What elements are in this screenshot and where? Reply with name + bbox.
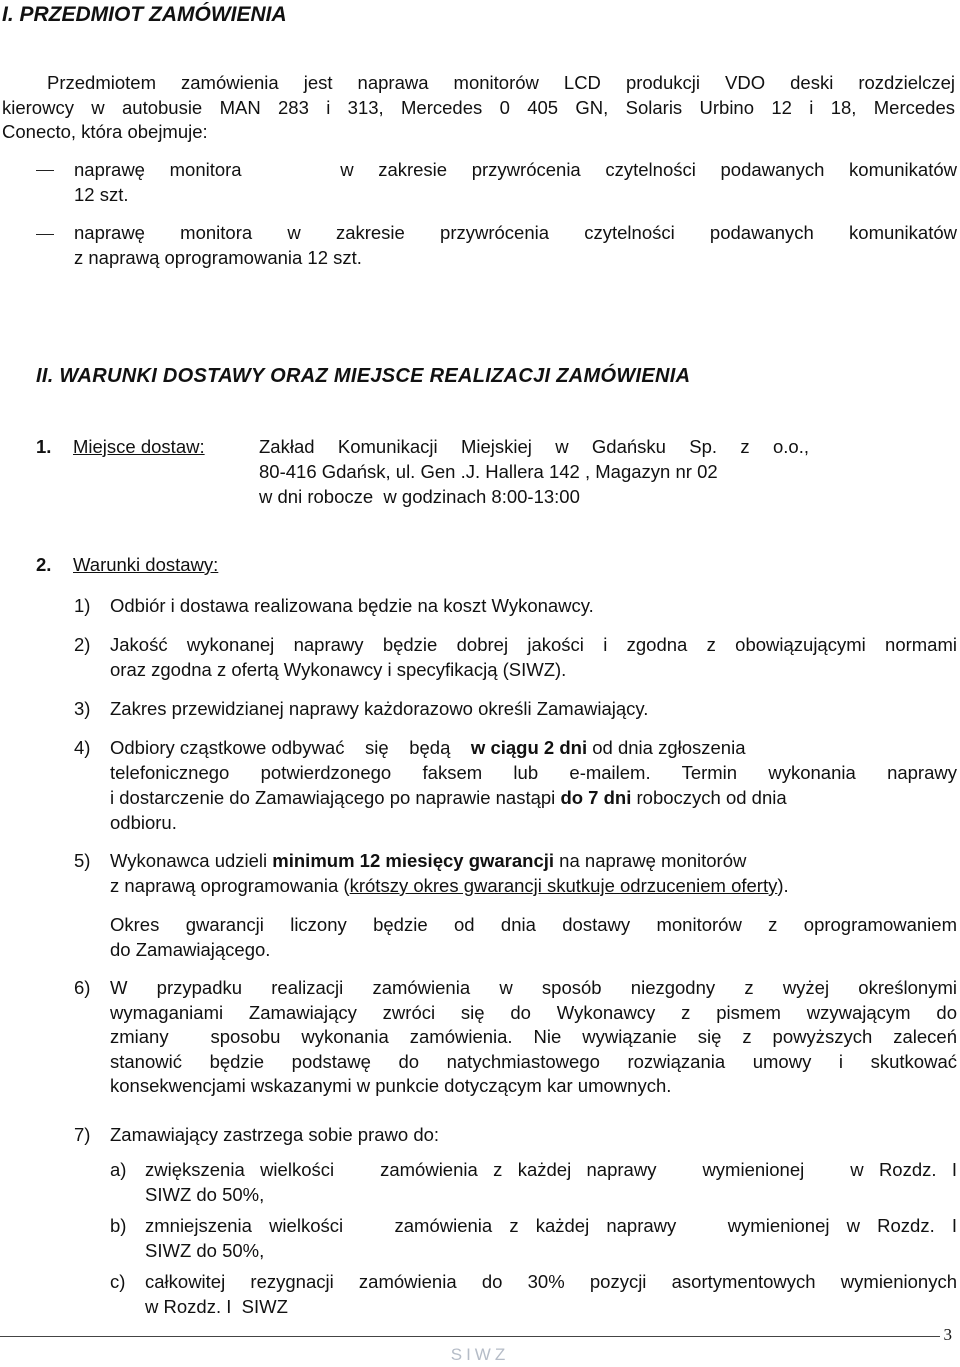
point-4-line-2: telefonicznego potwierdzonego faksem lub e-mailem. Termin wykonania naprawy bbox=[110, 762, 957, 783]
bullet-2-line-1: naprawę monitora w zakresie przywrócenia czytelności podawanych komunikatów bbox=[74, 222, 957, 243]
dash-bullet-icon bbox=[36, 170, 54, 171]
bullet-1-line-2: 12 szt. bbox=[74, 184, 129, 205]
point-6-line-5: konsekwencjami wskazanymi w punkcie dotyczącym kar umownych. bbox=[110, 1075, 672, 1096]
warranty-period-line-2: do Zamawiającego. bbox=[110, 939, 271, 960]
point-4-line-1: Odbiory cząstkowe odbywać się będą w ciągu 2 dni od dnia zgłoszenia bbox=[110, 737, 746, 758]
point-4-line-3: i dostarczenie do Zamawiającego po naprawie nastąpi do 7 dni roboczych od dnia bbox=[110, 787, 787, 808]
sub-a-line-1: zwiększenia wielkości zamówienia z każdej naprawy wymienionej w Rozdz. I bbox=[145, 1159, 957, 1180]
sub-letter: c) bbox=[110, 1271, 126, 1292]
deadline-2-days: w ciągu 2 dni bbox=[470, 737, 588, 758]
point-number: 1) bbox=[74, 595, 91, 616]
sub-letter: b) bbox=[110, 1215, 127, 1236]
delivery-address-line-1: Zakład Komunikacji Miejskiej w Gdańsku Sp. z o.o., bbox=[259, 436, 809, 457]
sub-c-line-2: w Rozdz. I SIWZ bbox=[145, 1296, 288, 1317]
bullet-1-line-1: naprawę monitora w zakresie przywrócenia czytelności podawanych komunikatów bbox=[74, 159, 957, 180]
point-2-line-1: Jakość wykonanej naprawy będzie dobrej jakości i zgodna z obowiązującymi normami bbox=[110, 634, 957, 655]
delivery-hours: w dni robocze w godzinach 8:00-13:00 bbox=[259, 486, 580, 507]
point-number: 5) bbox=[74, 850, 91, 871]
point-number: 3) bbox=[74, 698, 91, 719]
delivery-address-line-2: 80-416 Gdańsk, ul. Gen .J. Hallera 142 , Magazyn nr 02 bbox=[259, 461, 718, 482]
sub-b-line-1: zmniejszenia wielkości zamówienia z każdej naprawy wymienionej w Rozdz. I bbox=[145, 1215, 957, 1236]
item-1-number: 1. bbox=[36, 436, 52, 457]
point-5-line-2: z naprawą oprogramowania (krótszy okres gwarancji skutkuje odrzuceniem oferty). bbox=[110, 875, 789, 896]
item-2-label: Warunki dostawy: bbox=[73, 554, 219, 575]
point-6-line-3: zmiany sposobu wykonania zamówienia. Nie wywiązanie się z powyższych zaleceń bbox=[110, 1026, 957, 1047]
footer-text: SIWZ bbox=[450, 1345, 510, 1364]
section-1-title: I. PRZEDMIOT ZAMÓWIENIA bbox=[2, 3, 287, 26]
footer-separator bbox=[0, 1336, 940, 1337]
intro-line-2: kierowcy w autobusie MAN 283 i 313, Mercedes 0 405 GN, Solaris Urbino 12 i 18, Mercedes bbox=[2, 97, 955, 118]
point-6-line-1: W przypadku realizacji zamówienia w sposób niezgodny z wyżej określonymi bbox=[110, 977, 957, 998]
point-number: 4) bbox=[74, 737, 91, 758]
point-6-line-4: stanowić będzie podstawę do natychmiastowego rozwiązania umowy i skutkować bbox=[110, 1051, 957, 1072]
sub-b-line-2: SIWZ do 50%, bbox=[145, 1240, 265, 1261]
point-2-line-2: oraz zgodna z ofertą Wykonawcy i specyfikacją (SIWZ). bbox=[110, 659, 567, 680]
item-1-label: Miejsce dostaw: bbox=[73, 436, 205, 457]
warranty-period-line-1: Okres gwarancji liczony będzie od dnia dostawy monitorów z oprogramowaniem bbox=[110, 914, 957, 935]
sub-letter: a) bbox=[110, 1159, 127, 1180]
sub-c-line-1: całkowitej rezygnacji zamówienia do 30% pozycji asortymentowych wymienionych bbox=[145, 1271, 957, 1292]
point-6-line-2: wymaganiami Zamawiający zwróci się do Wykonawcy z pismem wzywającym do bbox=[110, 1002, 957, 1023]
point-1-text: Odbiór i dostawa realizowana będzie na koszt Wykonawcy. bbox=[110, 595, 594, 616]
intro-line-3: Conecto, która obejmuje: bbox=[2, 121, 208, 142]
point-number: 7) bbox=[74, 1124, 91, 1145]
warranty-rejection-note: krótszy okres gwarancji skutkuje odrzuceniem oferty bbox=[349, 875, 778, 896]
point-4-line-4: odbioru. bbox=[110, 812, 177, 833]
point-number: 2) bbox=[74, 634, 91, 655]
sub-a-line-2: SIWZ do 50%, bbox=[145, 1184, 265, 1205]
warranty-minimum: minimum 12 miesięcy gwarancji bbox=[272, 850, 555, 871]
item-2-number: 2. bbox=[36, 554, 52, 575]
point-5-line-1: Wykonawca udzieli minimum 12 miesięcy gwarancji na naprawę monitorów bbox=[110, 850, 747, 871]
point-7-text: Zamawiający zastrzega sobie prawo do: bbox=[110, 1124, 440, 1145]
page-number: 3 bbox=[943, 1325, 952, 1344]
point-3-text: Zakres przewidzianej naprawy każdorazowo określi Zamawiający. bbox=[110, 698, 649, 719]
intro-line-1: Przedmiotem zamówienia jest naprawa monitorów LCD produkcji VDO deski rozdzielczej bbox=[47, 72, 955, 93]
deadline-7-days: do 7 dni bbox=[560, 787, 632, 808]
point-number: 6) bbox=[74, 977, 91, 998]
bullet-2-line-2: z naprawą oprogramowania 12 szt. bbox=[74, 247, 362, 268]
section-2-title: II. WARUNKI DOSTAWY ORAZ MIEJSCE REALIZACJI ZAMÓWIENIA bbox=[36, 365, 691, 387]
dash-bullet-icon bbox=[36, 234, 54, 235]
